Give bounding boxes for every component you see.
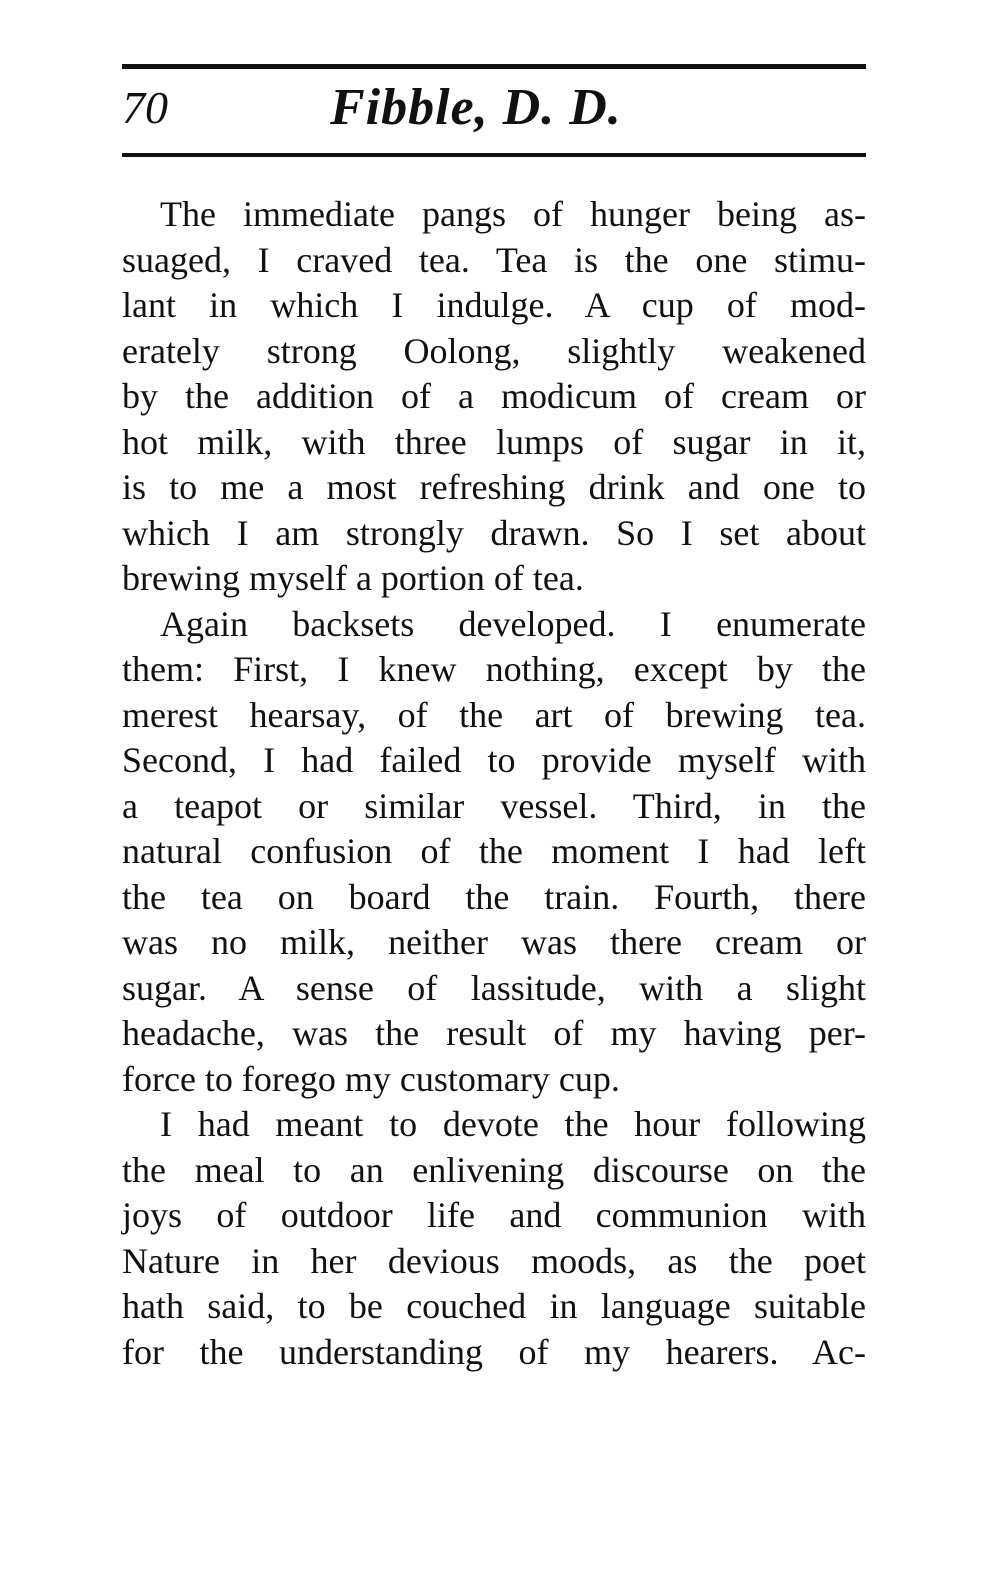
text-line: hath said, to be couched in language suitable	[122, 1286, 866, 1326]
page-number: 70	[122, 82, 168, 133]
text-line: the meal to an enlivening discourse on the	[122, 1149, 866, 1190]
text-line: them: First, I knew nothing, except by the	[122, 649, 866, 689]
text-line: is to me a most refreshing drink and one to	[122, 467, 866, 507]
text-line: joys of outdoor life and communion with	[122, 1195, 866, 1235]
text-line: suaged, I craved tea. Tea is the one stimu-	[122, 239, 866, 280]
text-line: The immediate pangs of hunger being as-	[160, 194, 866, 234]
text-line: natural confusion of the moment I had left	[122, 831, 866, 871]
text-line: which I am strongly drawn. So I set about	[122, 512, 866, 553]
text-line: merest hearsay, of the art of brewing tea.	[122, 694, 866, 735]
text-line: erately strong Oolong, slightly weakened	[122, 330, 866, 371]
text-line: lant in which I indulge. A cup of mod-	[122, 285, 866, 325]
text-line: was no milk, neither was there cream or	[122, 922, 866, 962]
header-top-rule	[122, 64, 866, 69]
paragraph	[122, 602, 866, 1103]
page-header	[122, 78, 866, 148]
text-line: headache, was the result of my having per-	[122, 1013, 866, 1053]
header-bottom-rule	[122, 153, 866, 157]
text-line: Nature in her devious moods, as the poet	[122, 1240, 866, 1281]
text-line: the tea on board the train. Fourth, there	[122, 876, 866, 917]
paragraph	[122, 192, 866, 602]
running-title: Fibble, D. D.	[330, 79, 622, 136]
text-line: by the addition of a modicum of cream or	[122, 376, 866, 416]
text-line: I had meant to devote the hour following	[160, 1104, 866, 1144]
text-line: Second, I had failed to provide myself with	[122, 740, 866, 780]
text-line: Again backsets developed. I enumerate	[160, 603, 866, 644]
text-line: a teapot or similar vessel. Third, in the	[122, 785, 866, 826]
text-line: sugar. A sense of lassitude, with a slight	[122, 967, 866, 1008]
text-line: brewing myself a portion of tea.	[122, 558, 584, 598]
text-line: for the understanding of my hearers. Ac-	[122, 1331, 866, 1372]
paragraph	[122, 1102, 866, 1375]
body-text	[122, 192, 866, 1375]
text-line: force to forego my customary cup.	[122, 1058, 620, 1099]
text-line: hot milk, with three lumps of sugar in it,	[122, 421, 866, 462]
